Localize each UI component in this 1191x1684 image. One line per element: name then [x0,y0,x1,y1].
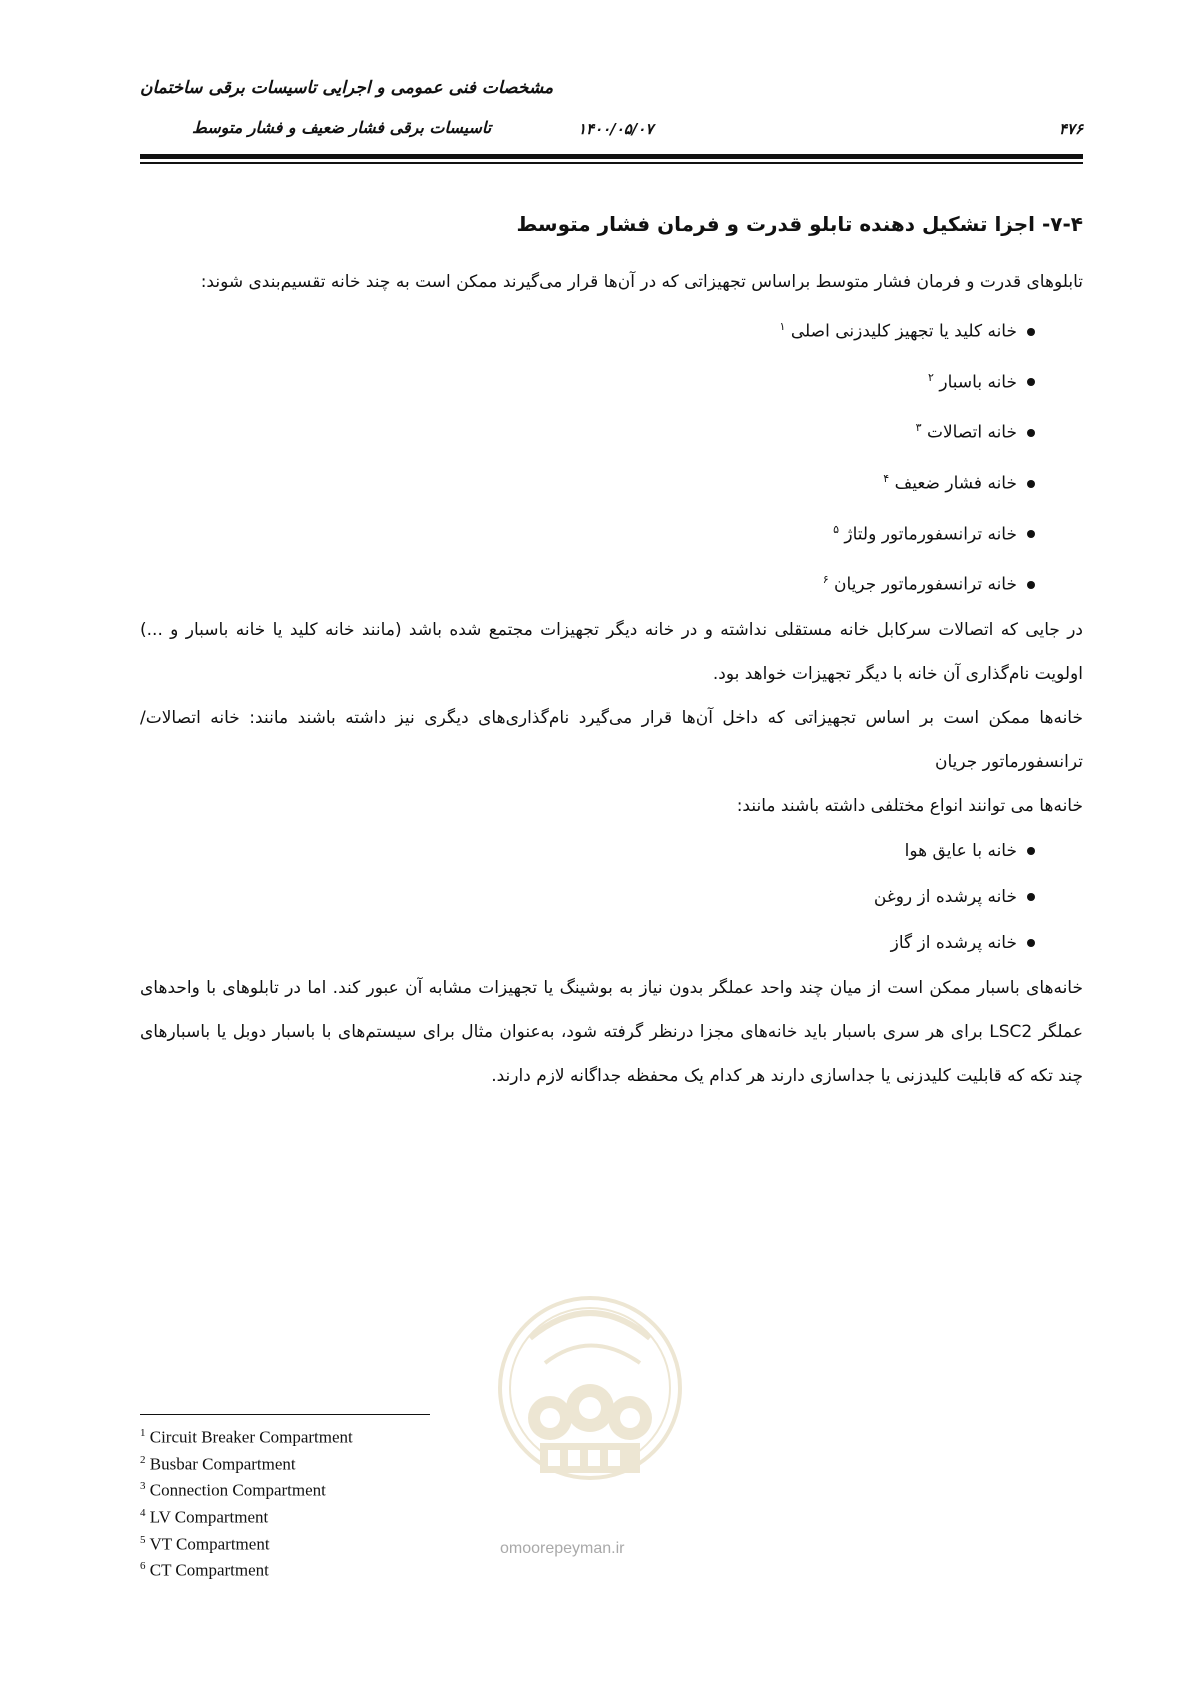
footnote: $^2$ Busbar Compartment [140,1453,296,1474]
list-item: خانه فشار ضعیف $^۴$ [140,456,1035,507]
document-title: مشخصات فنی عمومی و اجرایی تاسیسات برقی ساختمان [140,78,554,98]
intro-paragraph: تابلوهای قدرت و فرمان فشار متوسط براساس تجهیزاتی که در آن‌ها قرار می‌گیرند ممکن است به چند خانه تقسیم‌بندی شوند: [200,272,1083,292]
watermark-logo [490,1268,690,1538]
footnote-ref[interactable]: ۶ [822,573,829,587]
footnotes [140,1422,353,1582]
footnote-ref[interactable]: ۲ [928,370,934,384]
footnote: $^6$ CT Compartment [140,1560,269,1580]
compartment-list [140,304,1083,608]
document-date: ۱۴۰۰/۰۵/۰۷ [578,120,654,138]
header-rule-thin [140,162,1083,164]
footnote: $^1$ Circuit Breaker Compartment [140,1427,353,1447]
paragraph-types: خانه‌ها می توانند انواع مختلفی داشته باشند مانند: [736,795,1083,816]
type-list [140,828,1083,966]
list-item: خانه کلید یا تجهیز کلیدزنی اصلی $^۱$ [140,304,1035,355]
bullet-icon [1027,530,1035,538]
bullet-icon [1027,939,1035,947]
footnote: $^5$ VT Compartment [140,1533,270,1554]
bullet-icon [1027,480,1035,488]
bullet-icon [1027,328,1035,336]
list-item: خانه پرشده از روغن [140,874,1035,920]
main-content [140,212,1083,1098]
list-item: خانه ترانسفورماتور جریان $^۶$ [140,557,1035,608]
page-number: ۴۷۶ [1058,120,1083,138]
footnote-ref[interactable]: ۴ [883,471,890,485]
bullet-icon [1027,581,1035,589]
footnote-ref[interactable]: ۵ [833,522,839,536]
footnote-ref[interactable]: ۳ [915,421,922,435]
list-item: خانه باسبار $^۲$ [140,355,1035,406]
list-item: خانه پرشده از گاز [140,920,1035,966]
document-subtitle: تاسیسات برقی فشار ضعیف و فشار متوسط [192,118,492,137]
footnote: $^3$ Connection Compartment [140,1480,326,1500]
section-title: ۷-۴- اجزا تشکیل دهنده تابلو قدرت و فرمان فشار متوسط [516,212,1083,236]
footnote-ref[interactable]: ۱ [779,320,786,333]
bullet-icon [1027,893,1035,901]
paragraph-busbar: خانه‌های باسبار ممکن است از میان چند واحد عملگر بدون نیاز به بوشینگ یا تجهیزات مشابه آن عبور کند. اما در تابلوهای با واحدهای عملگر LSC2 برای هر سری باسبار باید خانه‌های مجزا درنظر گرفته شود، به‌عنوان مثال برای سیستم‌های با باسبار دوبل یا باسبارهای چند تکه که قابلیت کلیدزنی یا جداسازی دارند هر کدام یک محفظه جداگانه لازم دارند. [140,977,1083,1086]
watermark-url: omoorepeyman.ir [500,1540,625,1557]
list-item: خانه با عایق هوا [140,828,1035,874]
header-rule-thick [140,154,1083,159]
list-item: خانه ترانسفورماتور ولتاژ $^۵$ [140,507,1035,558]
bullet-icon [1027,429,1035,437]
paragraph-cable-terminals: در جایی که اتصالات سرکابل خانه مستقلی نداشته و در خانه دیگر تجهیزات مجتمع شده باشد (مانند خانه کلید یا خانه باسبار و ...) اولویت نام‌گذاری آن خانه با دیگر تجهیزات خواهد بود. [140,619,1083,684]
list-item: خانه اتصالات $^۳$ [140,405,1035,456]
footnote-separator [140,1414,430,1415]
paragraph-naming: خانه‌ها ممکن است بر اساس تجهیزاتی که داخل آن‌ها قرار می‌گیرد نام‌گذاری‌های دیگری نیز داشته باشند مانند: خانه اتصالات/ترانسفورماتور جریان [140,707,1083,772]
bullet-icon [1027,378,1035,386]
footnote: $^4$ LV Compartment [140,1506,269,1527]
bullet-icon [1027,847,1035,855]
